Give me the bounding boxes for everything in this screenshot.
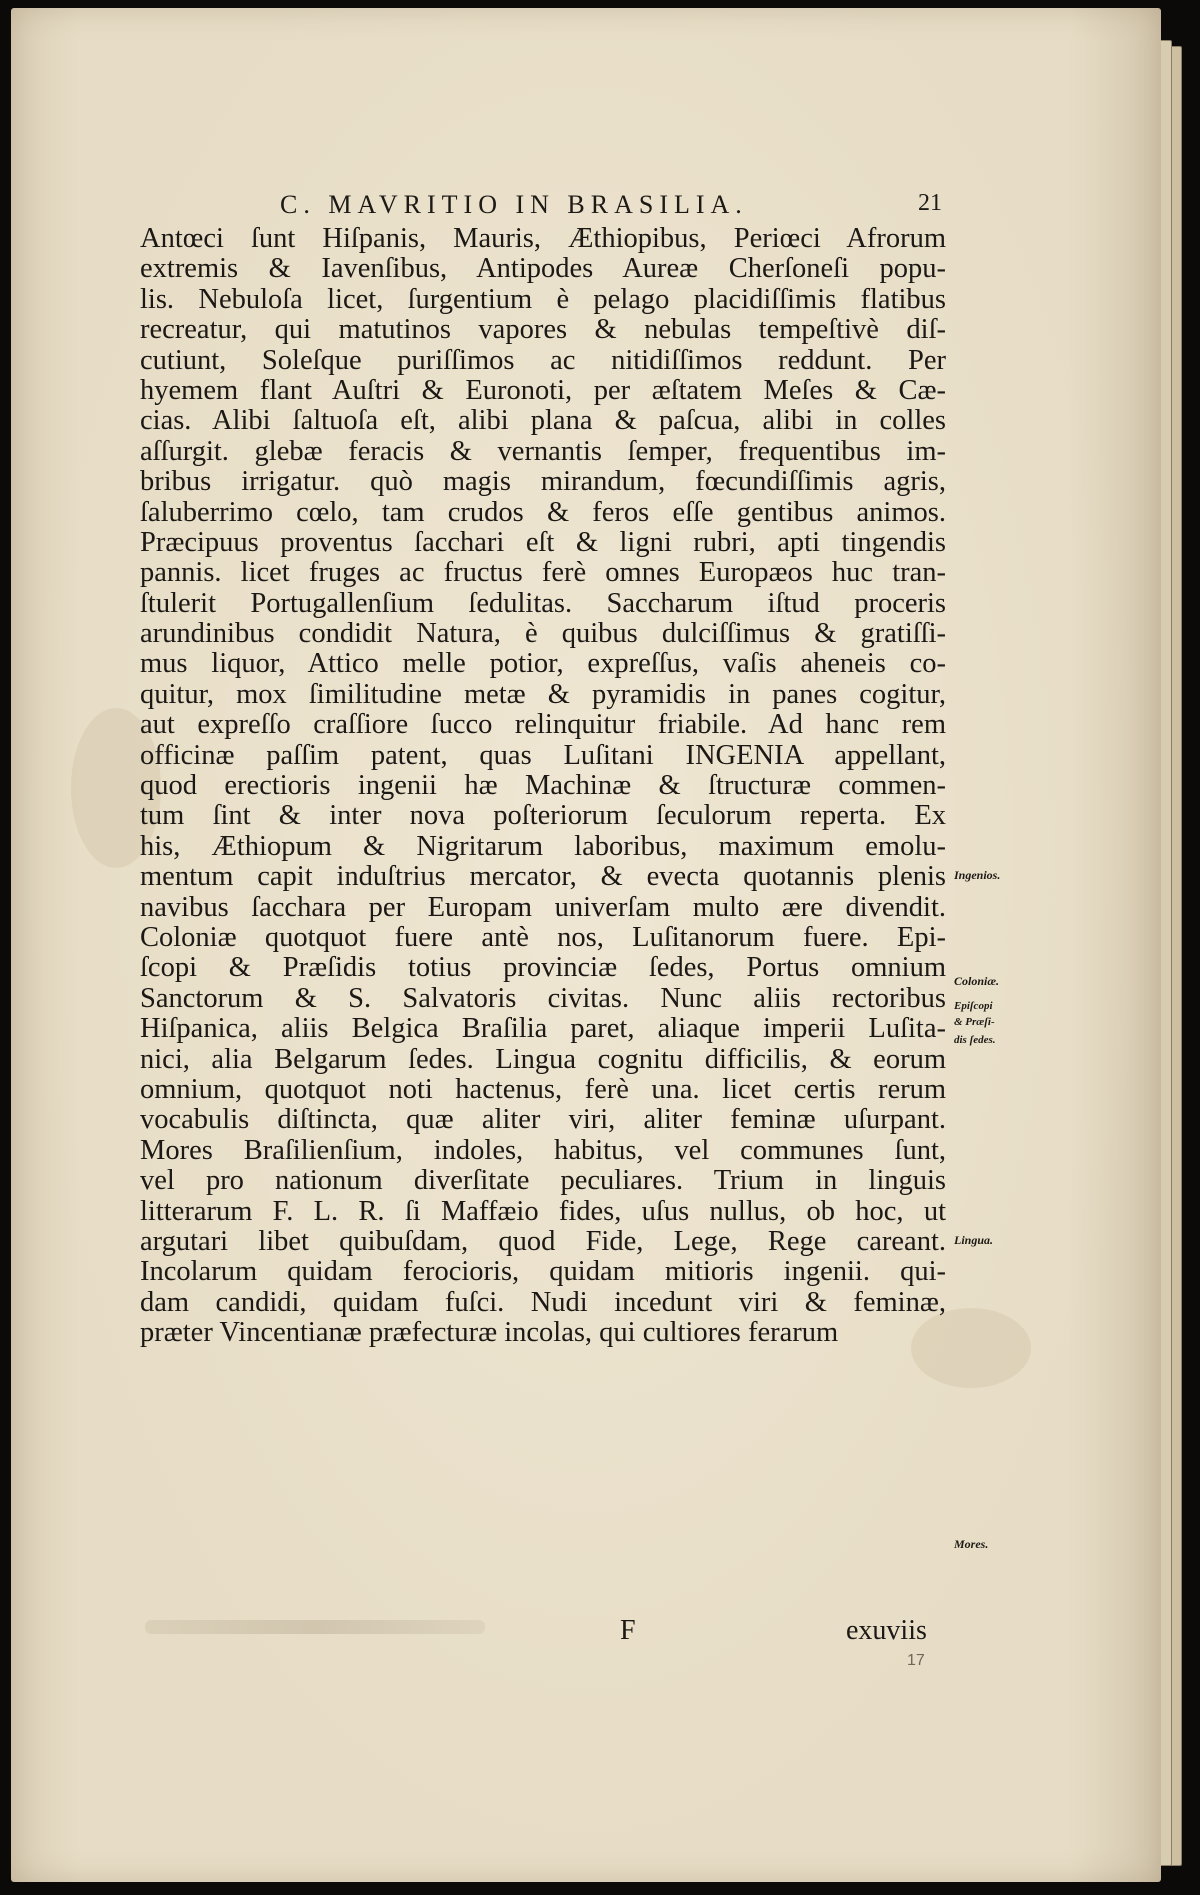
text-line: recreatur, qui matutinos vapores & nebulas tempeſtivè diſ- <box>140 315 946 346</box>
margin-note-episcopi: Epiſcopi <box>954 1000 993 1012</box>
margin-note-mores: Mores. <box>954 1537 989 1551</box>
text-line: mentum capit induſtrius mercator, & evecta quotannis plenis <box>140 862 946 893</box>
text-line: lis. Nebuloſa licet, ſurgentium è pelago placidiſſimis flatibus <box>140 284 946 315</box>
text-line: omnium, quotquot noti hactenus, ferè una. licet certis rerum <box>140 1074 946 1105</box>
text-line: Hiſpanica, aliis Belgica Braſilia paret, aliaque imperii Luſita- <box>140 1014 946 1045</box>
text-line: tum ſint & inter nova poſteriorum ſeculorum reperta. Ex <box>140 801 946 832</box>
margin-note-episcopi: & Præſi- <box>954 1016 995 1028</box>
text-line: ſcopi & Præſidis totius provinciæ ſedes, Portus omnium <box>140 953 946 984</box>
ink-showthrough <box>145 1620 485 1634</box>
text-line: officinæ paſſim patent, quas Luſitani INGENIA appellant, <box>140 740 946 771</box>
text-line: præter Vincentianæ præfecturæ incolas, qui cultiores ferarum <box>140 1318 839 1349</box>
text-line: cias. Alibi ſaltuoſa eſt, alibi plana & paſcua, alibi in colles <box>140 406 946 437</box>
text-line: Antœci ſunt Hiſpanis, Mauris, Æthiopibus, Periœci Afrorum <box>140 224 946 254</box>
text-line: quod erectioris ingenii hæ Machinæ & ſtructuræ commen- <box>140 771 946 802</box>
margin-note-coloniae: Coloniæ. <box>954 974 1000 988</box>
text-line: argutari libet quibuſdam, quod Fide, Lege, Rege careant. <box>140 1226 946 1257</box>
margin-note-episcopi: dis ſedes. <box>954 1034 996 1046</box>
text-line: litterarum F. L. R. ſi Maffæio fides, uſus nullus, ob hoc, ut <box>140 1196 946 1227</box>
body-text <box>140 224 946 1348</box>
signature-mark: F <box>620 1615 636 1646</box>
folio-mark: 17 <box>907 1652 925 1669</box>
text-line: ſtulerit Portugallenſium ſedulitas. Saccharum iſtud proceris <box>140 588 946 619</box>
text-line: extremis & Iavenſibus, Antipodes Aureæ Cherſoneſi popu- <box>140 254 946 285</box>
text-line: Incolarum quidam ferocioris, quidam mitioris ingenii. qui- <box>140 1257 946 1288</box>
text-line: vocabulis diſtincta, quæ aliter viri, aliter feminæ uſurpant. <box>140 1105 946 1136</box>
text-line: dam candidi, quidam fuſci. Nudi incedunt viri & feminæ, <box>140 1287 946 1318</box>
text-line: ſaluberrimo cœlo, tam crudos & feros eſſe gentibus animos. <box>140 497 946 528</box>
catchword: exuviis <box>846 1615 927 1646</box>
text-line: his, Æthiopum & Nigritarum laboribus, maximum emolu- <box>140 831 946 862</box>
text-line: quitur, mox ſimilitudine metæ & pyramidis in panes cogitur, <box>140 679 946 710</box>
text-line: Coloniæ quotquot fuere antè nos, Luſitanorum fuere. Epi- <box>140 922 946 953</box>
text-line: Sanctorum & S. Salvatoris civitas. Nunc aliis rectoribus <box>140 983 946 1014</box>
text-line: cutiunt, Soleſque puriſſimos ac nitidiſſimos reddunt. Per <box>140 345 946 376</box>
margin-note-ingenios: Ingenios. <box>954 868 1001 882</box>
running-head: C. MAVRITIO IN BRASILIA. <box>280 190 748 219</box>
text-line: mus liquor, Attico melle potior, expreſſus, vaſis aheneis co- <box>140 649 946 680</box>
text-line: aut expreſſo craſſiore ſucco relinquitur friabile. Ad hanc rem <box>140 710 946 741</box>
text-line: bribus irrigatur. quò magis mirandum, fœcundiſſimis agris, <box>140 467 946 498</box>
text-line: Præcipuus proventus ſacchari eſt & ligni rubri, apti tingendis <box>140 527 946 558</box>
margin-note-lingua: Lingua. <box>954 1233 994 1247</box>
text-line: nici, alia Belgarum ſedes. Lingua cognitu difficilis, & eorum <box>140 1044 946 1075</box>
text-line: arundinibus condidit Natura, è quibus dulciſſimus & gratiſſi- <box>140 619 946 650</box>
text-line: vel pro nationum diverſitate peculiares. Trium in linguis <box>140 1166 946 1197</box>
text-line: aſſurgit. glebæ feracis & vernantis ſemper, frequentibus im- <box>140 436 946 467</box>
text-line: pannis. licet fruges ac fructus ferè omnes Europæos huc tran- <box>140 558 946 589</box>
page-number: 21 <box>918 190 942 216</box>
text-line: navibus ſacchara per Europam univerſam multo ære divendit. <box>140 892 946 923</box>
text-line: Mores Braſilienſium, indoles, habitus, vel communes ſunt, <box>140 1135 946 1166</box>
text-line: hyemem flant Auſtri & Euronoti, per æſtatem Meſes & Cæ- <box>140 375 946 406</box>
